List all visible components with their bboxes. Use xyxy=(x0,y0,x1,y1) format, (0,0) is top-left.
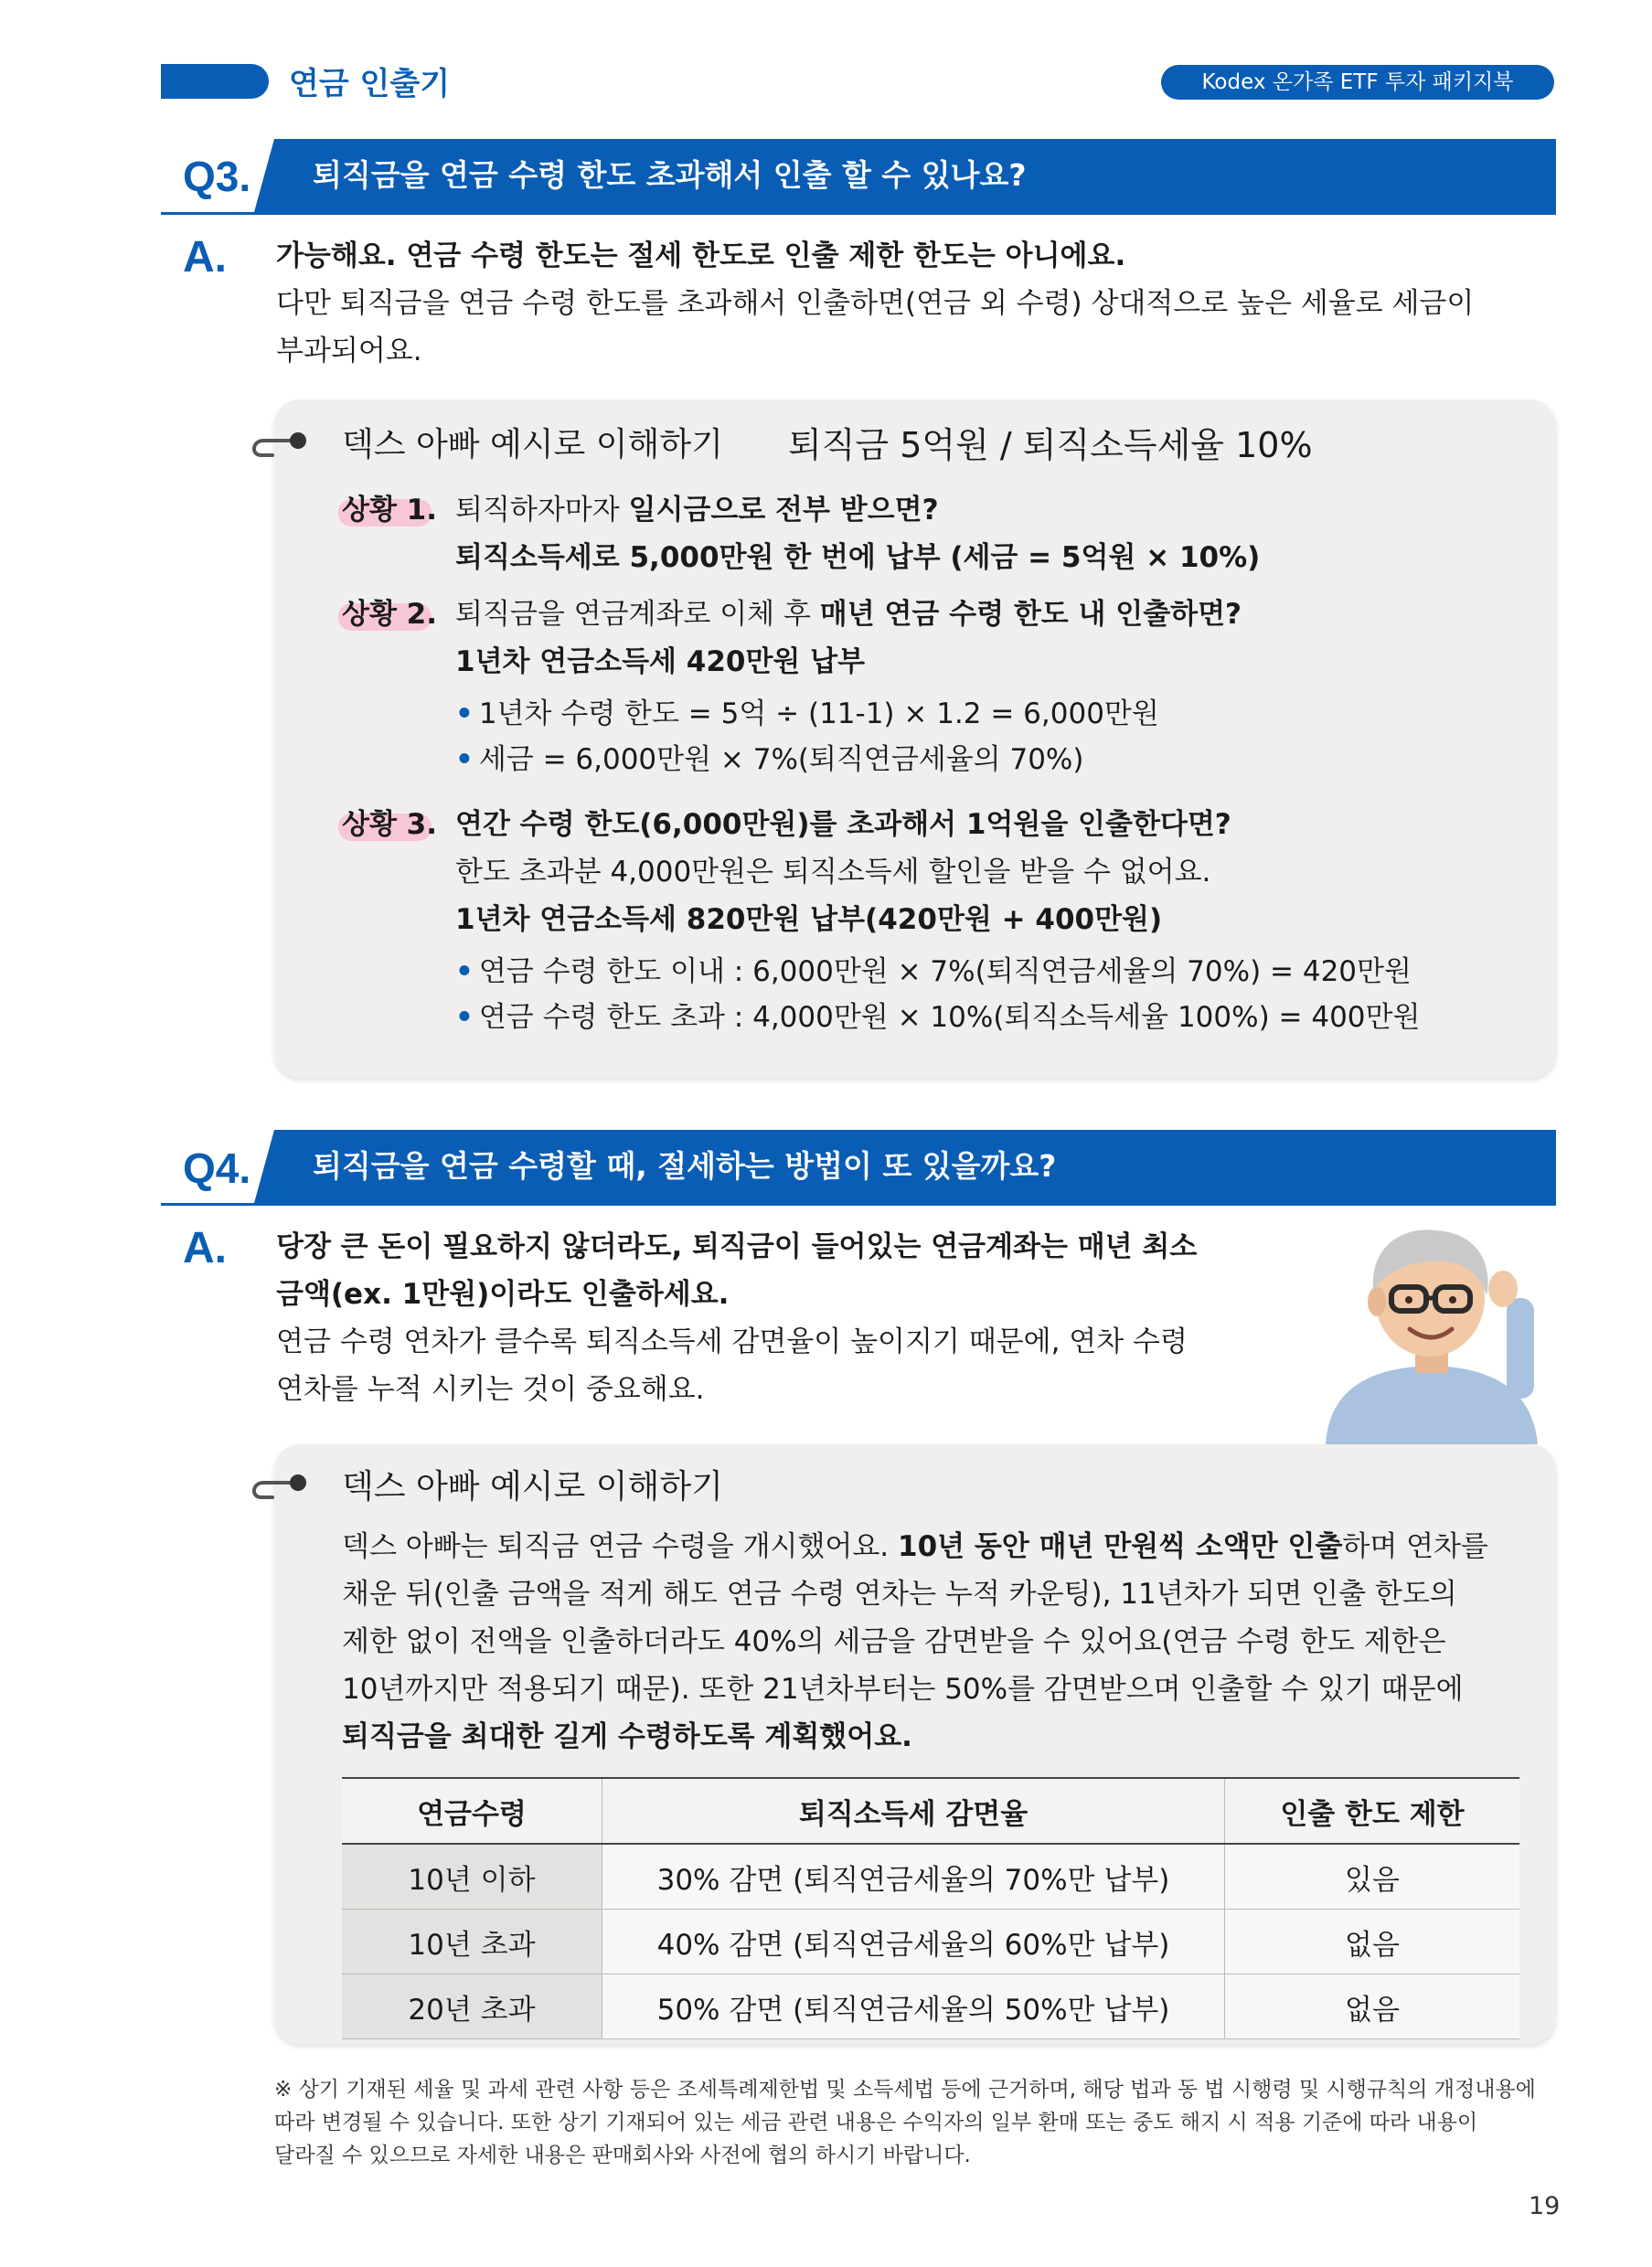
situation-1: 상황 1. 퇴직하자마자 일시금으로 전부 받으면? 퇴직소득세로 5,000만원 한 번에 납부 (세금 = 5억원 × 10%) xyxy=(342,486,1260,581)
section-title: 연금 인출기 xyxy=(289,66,451,102)
table-cell: 20년 초과 xyxy=(342,1974,602,2039)
table-row xyxy=(342,1974,1519,2039)
q4-question: 퇴직금을 연금 수령할 때, 절세하는 방법이 또 있을까요? xyxy=(274,1130,1556,1203)
table-row xyxy=(342,1910,1519,1974)
q4-example-text: 덱스 아빠는 퇴직금 연금 수령을 개시했어요. 10년 동안 매년 만원씩 소액만 인출하며 연차를 채운 뒤(인출 금액을 적게 해도 연금 수령 연차는 누적 카운팅), 11년차가 되면 인출 한도의 제한 없이 전액을 인출하더라도 40%의 세금을 감면받을 수 있어요(연금 수령 한도 제한은 10년까지만 적용되기 때문). 또한 21년차부터는 50%를 감면받으며 인출할 수 있기 때문에 퇴직금을 최대한 길게 수령하도록 계획했어요. xyxy=(342,1530,1489,1753)
q3-question: 퇴직금을 연금 수령 한도 초과해서 인출 할 수 있나요? xyxy=(274,139,1556,212)
situation-2-bullet-2: • 세금 = 6,000만원 × 7%(퇴직연금세율의 70%) xyxy=(455,743,1084,776)
grandpa-character-illustration xyxy=(1307,1214,1556,1444)
situation-2: 상황 2. 퇴직금을 연금계좌로 이체 후 매년 연금 수령 한도 내 인출하면? 1년차 연금소득세 420만원 납부 • 1년차 수령 한도 = 5억 ÷ (11-1) × 1.2 = 6,000만원 • 세금 = 6,000만원 × 7%(퇴직연금세율의 70%) xyxy=(342,591,1242,782)
q4-rule xyxy=(161,1203,1556,1206)
table-header: 인출 한도 제한 xyxy=(1225,1778,1520,1844)
situation-3-bullet-2: • 연금 수령 한도 초과 : 4,000만원 × 10%(퇴직소득세율 100%) = 400만원 xyxy=(455,1001,1421,1034)
q4-label: Q4. xyxy=(183,1144,251,1192)
q3-example-title: 덱스 아빠 예시로 이해하기 xyxy=(342,419,723,465)
table-cell: 있음 xyxy=(1225,1844,1520,1910)
table-cell: 없음 xyxy=(1225,1910,1520,1974)
page-number: 19 xyxy=(1529,2192,1561,2220)
table-cell: 50% 감면 (퇴직연금세율의 50%만 납부) xyxy=(602,1974,1225,2039)
q3-label: Q3. xyxy=(183,153,251,200)
table-cell: 40% 감면 (퇴직연금세율의 60%만 납부) xyxy=(602,1910,1225,1974)
table-cell: 10년 초과 xyxy=(342,1910,602,1974)
table-header: 연금수령 xyxy=(342,1778,602,1844)
book-title-badge: Kodex 온가족 ETF 투자 패키지북 xyxy=(1161,65,1554,100)
hook-icon xyxy=(245,1468,311,1505)
footnote: ※ 상기 기재된 세율 및 과세 관련 사항 등은 조세특례제한법 및 소득세법 등에 근거하며, 해당 법과 동 법 시행령 및 시행규칙의 개정내용에 따라 변경될 수 있습니다. 또한 상기 기재되어 있는 세금 관련 내용은 수익자의 일부 환매 또는 중도 해지 시 적용 기준에 따라 내용이 달라질 수 있으므로 자세한 내용은 판매회사와 사전에 협의 하시기 바랍니다. xyxy=(274,2078,1536,2167)
table-cell: 없음 xyxy=(1225,1974,1520,2039)
q3-answer: 가능해요. 연금 수령 한도는 절세 한도로 인출 제한 한도는 아니에요. 다만 퇴직금을 연금 수령 한도를 초과해서 인출하면(연금 외 수령) 상대적으로 높은 세율로 세금이 부과되어요. xyxy=(276,239,1475,367)
table-cell: 10년 이하 xyxy=(342,1844,602,1910)
hook-icon xyxy=(245,426,311,463)
table-row xyxy=(342,1844,1519,1910)
q4-example-title: 덱스 아빠 예시로 이해하기 xyxy=(342,1461,723,1507)
q4-answer-label: A. xyxy=(183,1224,227,1272)
q4-answer: 당장 큰 돈이 필요하지 않더라도, 퇴직금이 들어있는 연금계좌는 매년 최소 금액(ex. 1만원)이라도 인출하세요. 연금 수령 연차가 클수록 퇴직소득세 감면율이 높이지기 때문에, 연차 수령 연차를 누적 시키는 것이 중요해요. xyxy=(276,1230,1198,1406)
table-cell: 30% 감면 (퇴직연금세율의 70%만 납부) xyxy=(602,1844,1225,1910)
table-header: 퇴직소득세 감면율 xyxy=(602,1778,1225,1844)
header-accent-bar xyxy=(161,64,269,99)
situation-3-bullet-1: • 연금 수령 한도 이내 : 6,000만원 × 7%(퇴직연금세율의 70%) = 420만원 xyxy=(455,955,1412,988)
q3-example-subtitle: 퇴직금 5억원 / 퇴직소득세율 10% xyxy=(788,425,1313,465)
situation-2-bullet-1: • 1년차 수령 한도 = 5억 ÷ (11-1) × 1.2 = 6,000만원 xyxy=(455,697,1159,730)
tax-reduction-table xyxy=(342,1777,1519,2039)
q3-rule xyxy=(161,212,1556,215)
q3-answer-label: A. xyxy=(183,233,227,282)
situation-3: 상황 3. 연간 수령 한도(6,000만원)를 초과해서 1억원을 인출한다면? 한도 초과분 4,000만원은 퇴직소득세 할인을 받을 수 없어요. 1년차 연금소득세 820만원 납부(420만원 + 400만원) • 연금 수령 한도 이내 : 6,000만원 × 7%(퇴직연금세율의 70%) = 420만원 • 연금 수령 한도 초과 : 4,000만원 × 10%(퇴직소득세율 100%) = 400만원 xyxy=(342,801,1420,1040)
